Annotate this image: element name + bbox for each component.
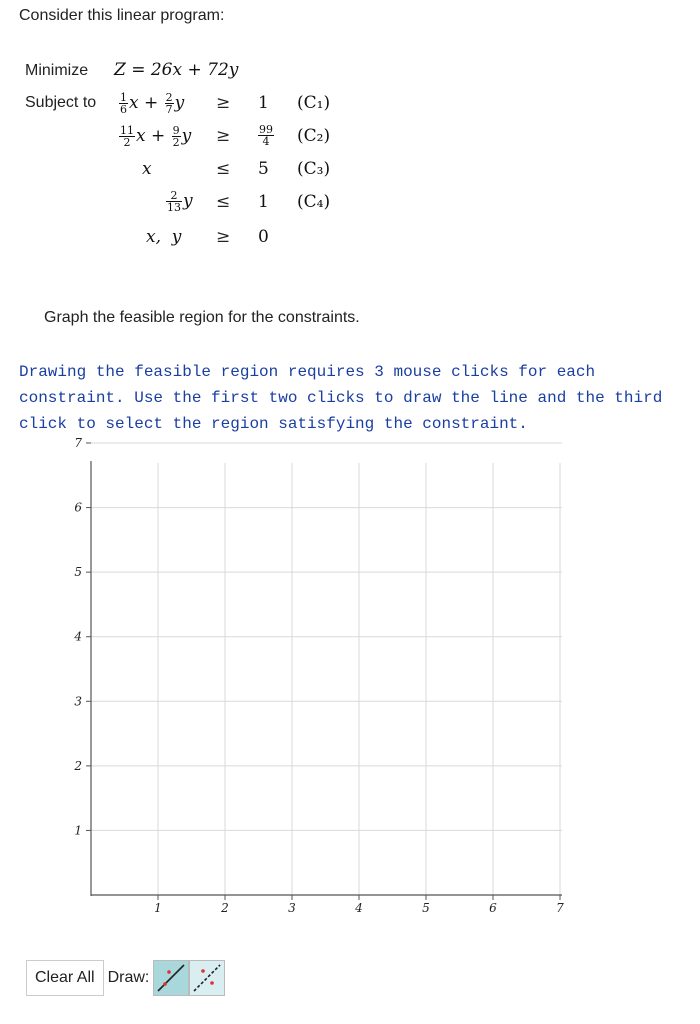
constraint-c2-relation: ≥ [216,126,231,146]
draw-line-upper-region-icon[interactable] [153,960,189,996]
tick-label-x-2: 2 [221,901,229,915]
graph-prompt: Graph the feasible region for the constraints. [44,309,360,326]
constraint-c4-relation: ≤ [216,192,231,212]
feasible-region-plot[interactable] [0,436,700,920]
linear-program [0,0,700,260]
tick-label-y-7: 7 [74,436,82,450]
draw-toolbar [26,960,225,996]
objective-label: Minimize [25,62,89,79]
constraint-c3-relation: ≤ [216,159,231,179]
constraint-c1-lhs: $\frac{1}{6}$ x + $\frac{2}{7}$ y [120,91,185,116]
draw-label: Draw: [107,969,150,986]
tick-label-y-1: 1 [74,823,82,838]
constraint-c3-rhs: 5 [258,159,269,179]
constraint-c3-id: (C₃) [297,159,331,179]
constraint-c2-lhs: $\frac{11}{2}$ x + $\frac{9}{2}$ y [120,124,192,149]
constraint-c4-lhs: $\frac{2}{13}$ y [167,189,193,214]
tick-label-y-5: 5 [74,565,82,580]
tick-label-x-3: 3 [288,901,296,915]
constraint-c1-id: (C₁) [297,93,331,113]
intro-text: Consider this linear program: [19,7,225,24]
objective-expression: Z = 26x + 72y [114,60,239,80]
tick-label-x-7: 7 [556,901,564,915]
tick-label-y-4: 4 [74,629,82,644]
tick-label-x-1: 1 [154,901,162,915]
tick-label-x-5: 5 [422,901,430,915]
constraint-c2-id: (C₂) [297,126,331,146]
tick-label-y-2: 2 [74,758,82,773]
constraint-c3-lhs: x [142,159,152,179]
tick-label-x-4: 4 [355,901,363,915]
nonnegativity-lhs: x, y [146,227,182,247]
constraint-c1-rhs: 1 [258,93,269,113]
drawing-instructions: Drawing the feasible region requires 3 mouse clicks for each constraint. Use the first two clicks to draw the line and the third click to select the region satisfying the constraint. [19,363,663,433]
draw-line-lower-region-icon[interactable] [189,960,225,996]
tick-label-y-3: 3 [74,694,82,709]
constraints-label: Subject to [25,94,97,111]
clear-all-button[interactable]: Clear All [26,960,104,996]
nonnegativity-relation: ≥ [216,227,231,247]
constraint-c2-rhs: $\frac{99}{4}$ [259,123,273,148]
constraint-c4-id: (C₄) [297,192,331,212]
constraint-c1-relation: ≥ [216,93,231,113]
tick-label-x-6: 6 [489,901,497,915]
constraint-c4-rhs: 1 [258,192,269,212]
tick-label-y-6: 6 [74,500,82,515]
nonnegativity-rhs: 0 [258,227,269,247]
